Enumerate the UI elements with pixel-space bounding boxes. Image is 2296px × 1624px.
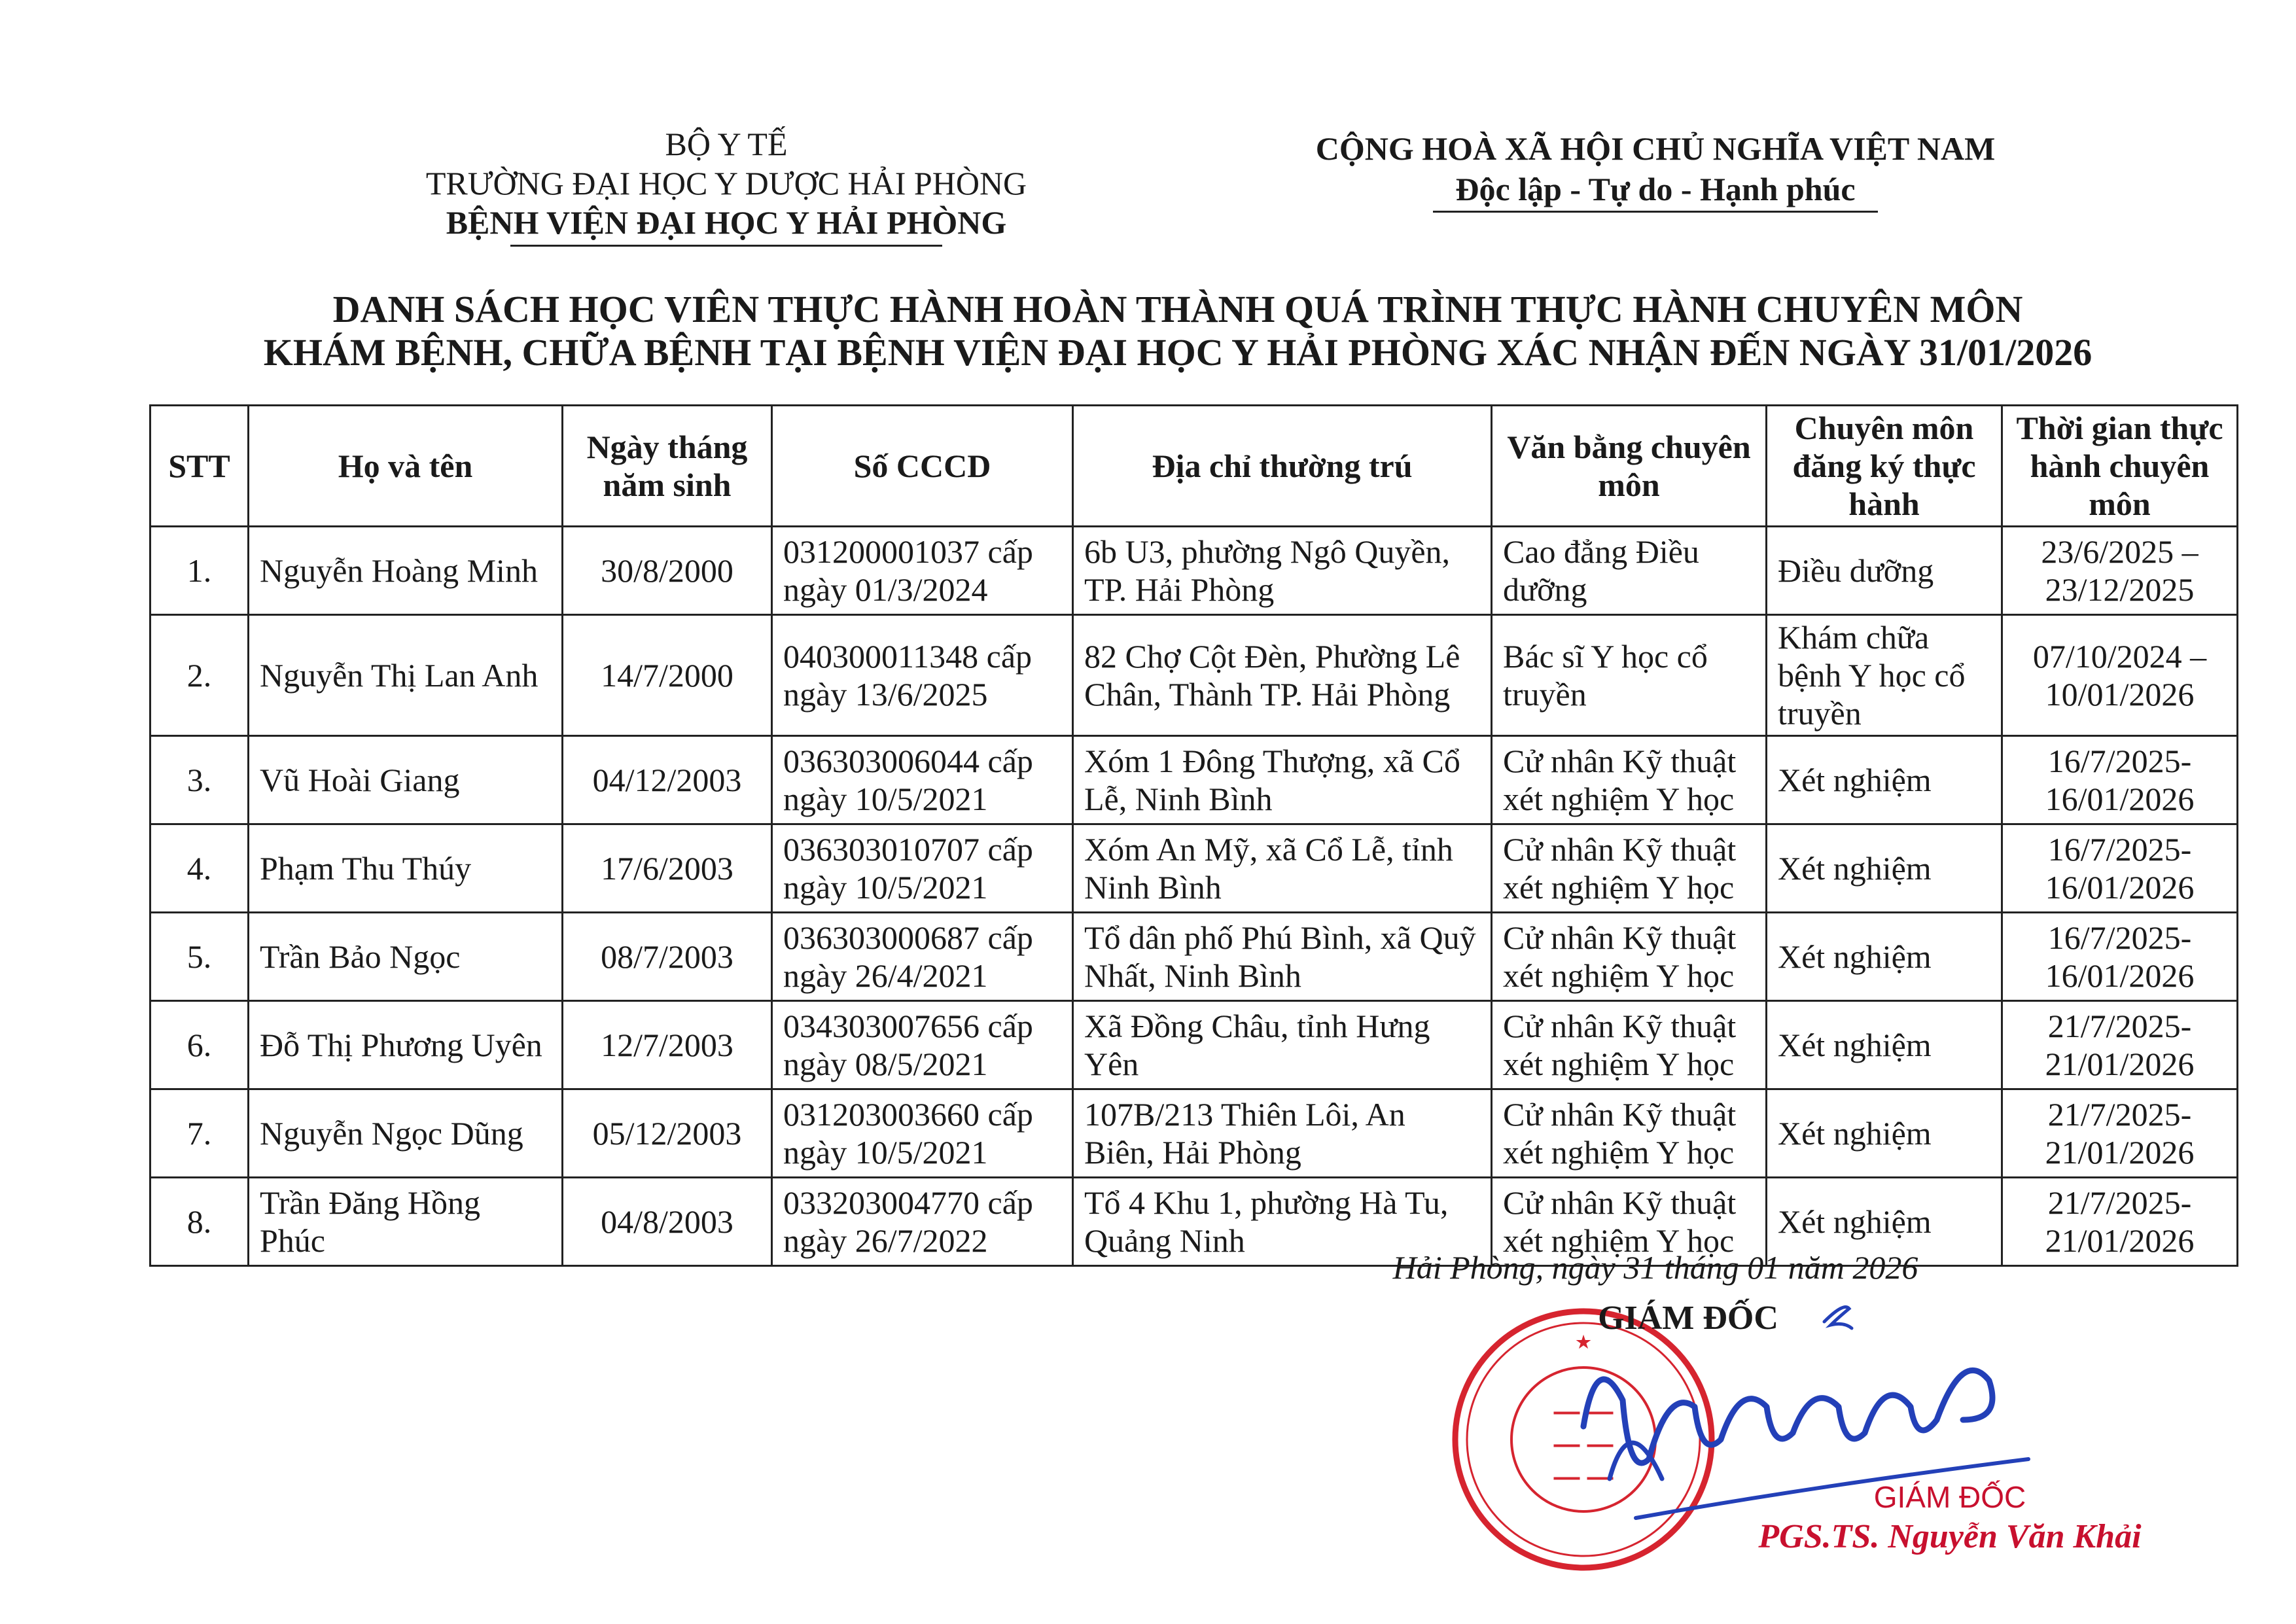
cell-id: 036303010707 cấp ngày 10/5/2021 [772,824,1073,913]
cell-id: 033203004770 cấp ngày 26/7/2022 [772,1178,1073,1266]
cell-dob: 04/12/2003 [563,736,772,824]
signatory-name: PGS.TS. Nguyễn Văn Khải [1758,1518,2142,1555]
ministry-name: BỘ Y TẾ [665,126,788,162]
cell-period: 16/7/2025- 16/01/2026 [2002,736,2238,824]
cell-dob: 14/7/2000 [563,615,772,736]
title-line-2: KHÁM BỆNH, CHỮA BỆNH TẠI BỆNH VIỆN ĐẠI HỌC Y HẢI PHÒNG XÁC NHẬN ĐẾN NGÀY 31/01/2026 [263,331,2093,374]
cell-specialty: Xét nghiệm [1767,1178,2002,1266]
cell-name: Nguyễn Thị Lan Anh [249,615,563,736]
cell-specialty: Xét nghiệm [1767,824,2002,913]
cell-stt: 4. [150,824,249,913]
cell-stt: 5. [150,913,249,1001]
signatory-block [1688,1479,2212,1559]
table-row [150,1001,2238,1089]
table-row [150,527,2238,615]
cell-address: 82 Chợ Cột Đèn, Phường Lê Chân, Thành TP. Hải Phòng [1073,615,1492,736]
svg-text:— —: — — [1553,1430,1614,1458]
national-motto: Độc lập - Tự do - Hạnh phúc [1455,171,1856,207]
header-right [1230,128,2081,213]
cell-id: 036303000687 cấp ngày 26/4/2021 [772,913,1073,1001]
cell-stt: 7. [150,1089,249,1178]
cell-specialty: Khám chữa bệnh Y học cổ truyền [1767,615,2002,736]
trainee-table [149,404,2238,1267]
cell-degree: Cử nhân Kỹ thuật xét nghiệm Y học [1492,1089,1767,1178]
cell-specialty: Xét nghiệm [1767,736,2002,824]
cell-stt: 3. [150,736,249,824]
cell-period: 16/7/2025- 16/01/2026 [2002,824,2238,913]
table-row [150,1089,2238,1178]
cell-stt: 6. [150,1001,249,1089]
university-name: TRƯỜNG ĐẠI HỌC Y DƯỢC HẢI PHÒNG [425,165,1027,202]
cell-period: 23/6/2025 – 23/12/2025 [2002,527,2238,615]
cell-dob: 05/12/2003 [563,1089,772,1178]
cell-address: Tổ dân phố Phú Bình, xã Quỹ Nhất, Ninh Bình [1073,913,1492,1001]
cell-specialty: Xét nghiệm [1767,1089,2002,1178]
document-title [131,288,2225,374]
cell-dob: 17/6/2003 [563,824,772,913]
cell-name: Trần Bảo Ngọc [249,913,563,1001]
cell-name: Phạm Thu Thúy [249,824,563,913]
cell-stt: 1. [150,527,249,615]
signatory-title: GIÁM ĐỐC [1873,1480,2026,1514]
cell-dob: 12/7/2003 [563,1001,772,1089]
hospital-name: BỆNH VIỆN ĐẠI HỌC Y HẢI PHÒNG [446,204,1007,241]
cell-name: Trần Đăng Hồng Phúc [249,1178,563,1266]
col-header-period: Thời gian thực hành chuyên môn [2002,406,2238,527]
cell-degree: Bác sĩ Y học cổ truyền [1492,615,1767,736]
table-row [150,824,2238,913]
col-header-dob: Ngày tháng năm sinh [563,406,772,527]
col-header-address: Địa chỉ thường trú [1073,406,1492,527]
cell-period: 21/7/2025- 21/01/2026 [2002,1001,2238,1089]
cell-address: Xóm An Mỹ, xã Cổ Lễ, tỉnh Ninh Bình [1073,824,1492,913]
svg-text:★: ★ [1576,1332,1591,1352]
cell-degree: Cử nhân Kỹ thuật xét nghiệm Y học [1492,824,1767,913]
cell-period: 21/7/2025- 21/01/2026 [2002,1178,2238,1266]
cell-degree: Cử nhân Kỹ thuật xét nghiệm Y học [1492,1178,1767,1266]
col-header-id: Số CCCD [772,406,1073,527]
cell-id: 031200001037 cấp ngày 01/3/2024 [772,527,1073,615]
header-left [366,124,1086,247]
cell-name: Vũ Hoài Giang [249,736,563,824]
cell-id: 040300011348 cấp ngày 13/6/2025 [772,615,1073,736]
header-left-divider [510,245,942,247]
col-header-specialty: Chuyên môn đăng ký thực hành [1767,406,2002,527]
title-line-1: DANH SÁCH HỌC VIÊN THỰC HÀNH HOÀN THÀNH QUÁ TRÌNH THỰC HÀNH CHUYÊN MÔN [332,288,2023,330]
cell-id: 031203003660 cấp ngày 10/5/2021 [772,1089,1073,1178]
cell-specialty: Xét nghiệm [1767,1001,2002,1089]
cell-dob: 30/8/2000 [563,527,772,615]
svg-text:— —: — — [1553,1462,1614,1491]
svg-text:— —: — — [1553,1397,1614,1426]
cell-dob: 04/8/2003 [563,1178,772,1266]
cell-address: Tổ 4 Khu 1, phường Hà Tu, Quảng Ninh [1073,1178,1492,1266]
table-row [150,615,2238,736]
cell-period: 07/10/2024 – 10/01/2026 [2002,615,2238,736]
table-row [150,736,2238,824]
cell-address: Xã Đồng Châu, tỉnh Hưng Yên [1073,1001,1492,1089]
cell-degree: Cử nhân Kỹ thuật xét nghiệm Y học [1492,736,1767,824]
cell-name: Đỗ Thị Phương Uyên [249,1001,563,1089]
cell-degree: Cử nhân Kỹ thuật xét nghiệm Y học [1492,1001,1767,1089]
cell-id: 034303007656 cấp ngày 08/5/2021 [772,1001,1073,1089]
cell-address: Xóm 1 Đông Thượng, xã Cổ Lễ, Ninh Bình [1073,736,1492,824]
table-header-row [150,406,2238,527]
cell-period: 16/7/2025- 16/01/2026 [2002,913,2238,1001]
cell-address: 107B/213 Thiên Lôi, An Biên, Hải Phòng [1073,1089,1492,1178]
cell-stt: 2. [150,615,249,736]
cell-id: 036303006044 cấp ngày 10/5/2021 [772,736,1073,824]
cell-name: Nguyễn Hoàng Minh [249,527,563,615]
cell-period: 21/7/2025- 21/01/2026 [2002,1089,2238,1178]
col-header-name: Họ và tên [249,406,563,527]
cell-address: 6b U3, phường Ngô Quyền, TP. Hải Phòng [1073,527,1492,615]
col-header-stt: STT [150,406,249,527]
cell-specialty: Xét nghiệm [1767,913,2002,1001]
table-row [150,913,2238,1001]
cell-degree: Cử nhân Kỹ thuật xét nghiệm Y học [1492,913,1767,1001]
header-right-divider [1433,211,1878,213]
cell-dob: 08/7/2003 [563,913,772,1001]
director-title: GIÁM ĐỐC [1598,1299,1778,1337]
cell-name: Nguyễn Ngọc Dũng [249,1089,563,1178]
signing-date: Hải Phòng, ngày 31 tháng 01 năm 2026 [1392,1249,1918,1286]
cell-stt: 8. [150,1178,249,1266]
cell-specialty: Điều dưỡng [1767,527,2002,615]
cell-degree: Cao đẳng Điều dưỡng [1492,527,1767,615]
col-header-degree: Văn bằng chuyên môn [1492,406,1767,527]
country-name: CỘNG HOÀ XÃ HỘI CHỦ NGHĨA VIỆT NAM [1315,130,1996,167]
